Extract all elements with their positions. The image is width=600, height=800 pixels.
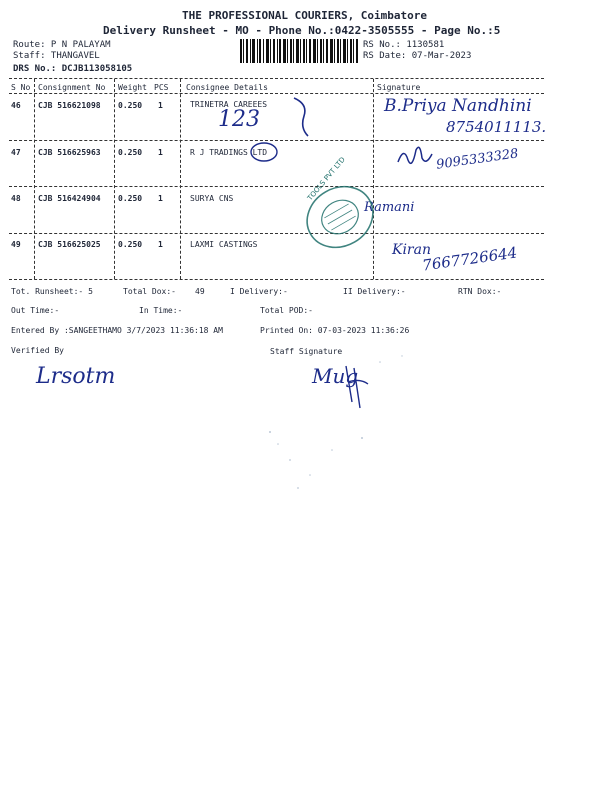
route-label: Route: P N PALAYAM [13,40,111,50]
table-row-consignee: SURYA CNS [190,194,234,203]
verified-by-signature: Lrsotm [36,364,116,389]
table-row-consignee: R J TRADINGS LTD [190,148,268,157]
drs-number: DRS No.: DCJB113058105 [13,64,133,74]
signature-row-47-phone: 9095333328 [435,146,520,173]
table-row-weight: 0.250 [118,240,143,249]
table-bottom-border [9,279,544,280]
table-row-weight: 0.250 [118,101,143,110]
header-weight: Weight [118,83,147,92]
out-time: Out Time:- [11,306,60,315]
table-row-pcs: 1 [158,148,163,157]
document-title: THE PROFESSIONAL COURIERS, Coimbatore [182,9,428,22]
signature-row-49-phone: 7667726644 [421,243,519,275]
row-divider [9,186,544,187]
column-divider [34,79,35,279]
rs-date: RS Date: 07-Mar-2023 [363,51,472,61]
printed-on: Printed On: 07-03-2023 11:36:26 [260,326,410,335]
bracket-mark [290,94,314,140]
signature-row-46-phone: 8754011113. [446,118,547,136]
column-divider [114,79,115,279]
staff-signature: Mug [312,364,359,388]
signature-row-47-mark [394,140,436,174]
header-consignment: Consignment No [38,83,106,92]
scan-speckles [250,350,420,500]
header-pcs: PCS [154,83,169,92]
signature-row-48: Ramani [364,200,415,215]
table-row-weight: 0.250 [118,194,143,203]
i-delivery: I Delivery:- [230,287,288,296]
circle-mark [249,141,279,163]
signature-row-46-name: B.Priya Nandhini [384,96,532,116]
handwritten-note: 123 [218,107,260,132]
rs-number: RS No.: 1130581 [363,40,445,50]
rtn-dox: RTN Dox:- [458,287,502,296]
table-row-consignee: LAXMI CASTINGS [190,240,258,249]
table-row-consignment: CJB 516625025 [38,240,101,249]
table-row-consignment: CJB 516625963 [38,148,101,157]
table-row-consignment: CJB 516424904 [38,194,101,203]
verified-by-label: Verified By [11,346,64,355]
table-row-pcs: 1 [158,240,163,249]
total-dox-label: Total Dox:- [123,287,176,296]
total-runsheet: Tot. Runsheet:- 5 [11,287,93,296]
table-row-sno: 49 [11,240,21,249]
table-row-pcs: 1 [158,194,163,203]
total-dox-value: 49 [195,287,205,296]
header-sno: S No [11,83,31,92]
table-row-sno: 46 [11,101,21,110]
entered-by: Entered By :SANGEETHAMO 3/7/2023 11:36:18 AM [11,326,223,335]
table-row-weight: 0.250 [118,148,143,157]
ii-delivery: II Delivery:- [343,287,406,296]
table-header-border [9,93,544,94]
table-top-border [9,78,544,79]
signature-row-49-name: Kiran [392,242,431,258]
table-row-consignee: TRINETRA CAREEES [190,100,268,109]
barcode [240,39,358,63]
column-divider [180,79,181,279]
table-row-sno: 47 [11,148,21,157]
table-row-pcs: 1 [158,101,163,110]
staff-signature-label: Staff Signature [270,347,343,356]
table-row-consignment: CJB 516621098 [38,101,101,110]
total-pod: Total POD:- [260,306,313,315]
row-divider [9,233,544,234]
header-signature: Signature [377,83,421,92]
document-subtitle: Delivery Runsheet - MO - Phone No.:0422-3505555 - Page No.:5 [103,24,501,37]
in-time: In Time:- [139,306,183,315]
stamp-text: TOOLS PVT LTD [306,155,347,203]
staff-label: Staff: THANGAVEL [13,51,100,61]
table-row-sno: 48 [11,194,21,203]
header-consignee: Consignee Details [186,83,268,92]
